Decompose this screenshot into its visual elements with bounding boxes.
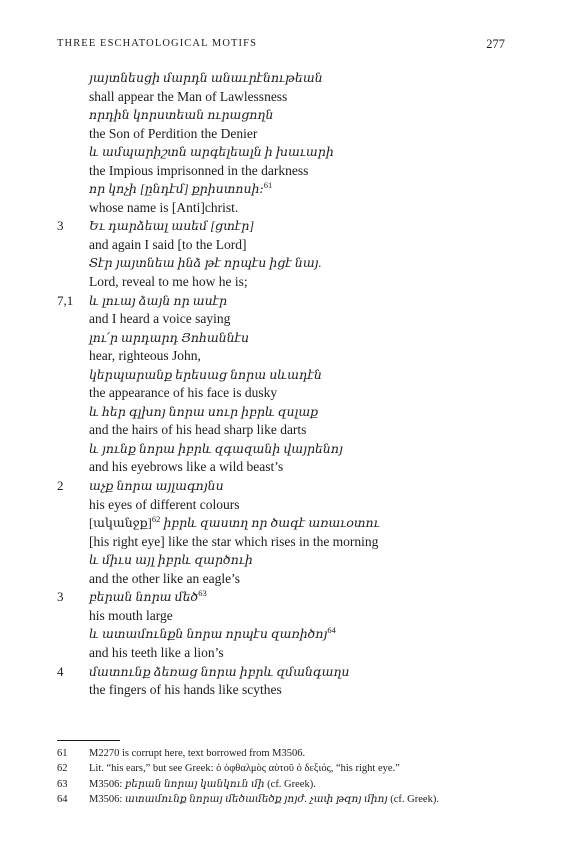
line-text bbox=[89, 570, 240, 589]
footnote-number: 61 bbox=[57, 748, 68, 759]
footnote-text bbox=[89, 777, 316, 792]
line-text bbox=[89, 384, 277, 403]
armenian-line bbox=[0, 551, 570, 570]
footnote-text bbox=[89, 746, 305, 761]
line-main-text: և յունք նորա իբրև զգազանի վայրենոյ bbox=[89, 441, 343, 456]
line-text bbox=[89, 681, 282, 700]
line-main-text: Lord, reveal to me how he is; bbox=[89, 274, 248, 290]
translation-line bbox=[0, 496, 570, 515]
line-text bbox=[89, 106, 273, 125]
line-text bbox=[89, 236, 246, 255]
line-text bbox=[89, 663, 349, 682]
line-text bbox=[89, 125, 257, 144]
footnote bbox=[0, 761, 570, 776]
line-text bbox=[89, 514, 380, 533]
line-main-text: his eyes of different colours bbox=[89, 496, 240, 512]
verse-number: 3 bbox=[57, 589, 64, 605]
text-block bbox=[0, 69, 570, 700]
line-text bbox=[89, 217, 254, 236]
line-main-text: և միւս այլ իբրև զարծուի bbox=[89, 553, 253, 568]
translation-line bbox=[0, 199, 570, 218]
line-text bbox=[89, 421, 306, 440]
armenian-line bbox=[0, 514, 570, 533]
line-text bbox=[89, 69, 323, 88]
line-main-text: and the other like an eagle’s bbox=[89, 570, 241, 586]
footnote-armenian-text: բերան նորայ կանկուն մի bbox=[124, 778, 265, 790]
armenian-line bbox=[0, 366, 570, 385]
footnote-text bbox=[89, 792, 439, 807]
line-main-text: [his right eye] like the star which rises in the morning bbox=[89, 533, 379, 549]
line-main-text: որ կոչի [ընդէմ] քրիստոսի։ bbox=[89, 182, 264, 197]
line-text bbox=[89, 551, 253, 570]
armenian-line bbox=[0, 69, 570, 88]
translation-line bbox=[0, 533, 570, 552]
translation-line bbox=[0, 570, 570, 589]
footnote-text-part: (cf. Greek). bbox=[264, 778, 316, 790]
line-main-text: մատունք ձեռաց նորա իբրև զմանգաղս bbox=[89, 664, 350, 679]
line-main-text: որդին կորստեան ուրացողն bbox=[89, 108, 274, 123]
line-text bbox=[89, 625, 336, 644]
line-text bbox=[89, 273, 248, 292]
translation-line bbox=[0, 681, 570, 700]
translation-line bbox=[0, 125, 570, 144]
line-text bbox=[89, 329, 249, 348]
verse-number: 2 bbox=[57, 478, 64, 494]
line-text bbox=[89, 477, 224, 496]
armenian-line bbox=[0, 143, 570, 162]
line-main-text: կերպարանք երեսաց նորա սևադէն bbox=[89, 367, 322, 382]
footnote-text-part: M3506: bbox=[89, 778, 125, 790]
footnote-text-part: Lit. “his ears,” but see Greek: ὁ ὀφθαλμὸς αὐτοῦ ὁ δεξιός, “his right eye.” bbox=[89, 763, 400, 775]
armenian-line bbox=[0, 217, 570, 236]
line-main-text: [ականջք] bbox=[89, 516, 152, 531]
footnote-ref[interactable]: 63 bbox=[198, 588, 207, 599]
line-text bbox=[89, 403, 318, 422]
line-main-text: hear, righteous John, bbox=[89, 348, 201, 364]
line-main-text: whose name is [Anti]christ. bbox=[89, 199, 239, 215]
line-text bbox=[89, 310, 230, 329]
line-main-text: the Impious imprisonned in the darkness bbox=[89, 162, 309, 178]
running-head: THREE ESCHATOLOGICAL MOTIFS bbox=[57, 38, 258, 49]
line-main-text: and his teeth like a lion’s bbox=[89, 644, 224, 660]
translation-line bbox=[0, 421, 570, 440]
translation-line bbox=[0, 607, 570, 626]
armenian-line bbox=[0, 329, 570, 348]
line-main-text: Տէր յայտնեա ինձ թէ որպէս իցէ նայ. bbox=[89, 256, 322, 271]
footnote-number: 62 bbox=[57, 763, 68, 775]
verse-number: 7,1 bbox=[57, 292, 74, 308]
line-main-text: աչք նորա այլագոյնս bbox=[89, 479, 224, 494]
line-main-text: և լուայ ձայն որ ասէր bbox=[89, 293, 228, 308]
armenian-line bbox=[0, 440, 570, 459]
line-text bbox=[89, 254, 322, 273]
footnote-text-part: M3506: bbox=[89, 794, 125, 806]
line-text bbox=[89, 199, 238, 218]
line-text bbox=[89, 88, 287, 107]
line-text bbox=[89, 496, 239, 515]
line-text bbox=[89, 366, 322, 385]
armenian-line bbox=[0, 625, 570, 644]
footnote bbox=[0, 746, 570, 761]
armenian-line bbox=[0, 477, 570, 496]
armenian-line bbox=[0, 663, 570, 682]
footnote-text bbox=[89, 761, 400, 776]
line-main-text: and his eyebrows like a wild beast’s bbox=[89, 459, 284, 475]
footnote bbox=[0, 792, 570, 807]
line-text bbox=[89, 162, 308, 181]
line-main-text: և հեր գլխոյ նորա սուր իբրև զսլաք bbox=[89, 404, 319, 419]
armenian-line bbox=[0, 254, 570, 273]
footnote-armenian-text: ատամունք նորայ մեծամեծք յոյժ. չափ թզոյ միոյ bbox=[124, 794, 388, 806]
line-main-text: shall appear the Man of Lawlessness bbox=[89, 88, 288, 104]
line-text bbox=[89, 458, 283, 477]
footnote bbox=[0, 777, 570, 792]
line-main-text: բերան նորա մեծ bbox=[89, 590, 199, 605]
translation-line bbox=[0, 644, 570, 663]
translation-line bbox=[0, 458, 570, 477]
translation-line bbox=[0, 310, 570, 329]
footnote-ref[interactable]: 61 bbox=[263, 180, 273, 191]
line-main-text: the fingers of his hands like scythes bbox=[89, 682, 282, 698]
footnote-text-part: M2270 is corrupt here, text borrowed from M3506. bbox=[89, 748, 306, 759]
line-main-text: և ամպարիշտն արգելեալն ի խաւարի bbox=[89, 145, 334, 160]
armenian-line bbox=[0, 180, 570, 199]
armenian-line bbox=[0, 106, 570, 125]
line-text bbox=[89, 588, 207, 607]
translation-line bbox=[0, 347, 570, 366]
translation-line bbox=[0, 236, 570, 255]
line-main-text: the Son of Perdition the Denier bbox=[89, 125, 258, 141]
translation-line bbox=[0, 273, 570, 292]
line-main-text: his mouth large bbox=[89, 607, 173, 623]
verse-number: 4 bbox=[57, 663, 64, 679]
page-number: 277 bbox=[486, 37, 505, 51]
translation-line bbox=[0, 88, 570, 107]
footnote-ref[interactable]: 64 bbox=[327, 625, 336, 636]
line-text bbox=[89, 644, 224, 663]
footnote-number: 63 bbox=[57, 778, 68, 790]
footnotes bbox=[0, 746, 570, 808]
line-text bbox=[89, 533, 378, 552]
line-main-text: յայտնեսցի մարդն անաւրէնութեան bbox=[89, 71, 323, 85]
translation-line bbox=[0, 384, 570, 403]
line-main-text: the appearance of his face is dusky bbox=[89, 385, 278, 401]
line-text bbox=[89, 180, 272, 199]
line-text bbox=[89, 440, 343, 459]
footnote-ref[interactable]: 62 bbox=[151, 514, 161, 525]
footnote-rule bbox=[57, 740, 120, 741]
armenian-line bbox=[0, 292, 570, 311]
armenian-line bbox=[0, 403, 570, 422]
footnote-text-part: (cf. Greek). bbox=[387, 794, 439, 806]
line-main-text: և ատամունքն նորա որպէս զառիծոյ bbox=[89, 627, 328, 642]
line-main-text: and again I said [to the Lord] bbox=[89, 236, 247, 252]
footnote-number: 64 bbox=[57, 794, 68, 806]
line-main-text: լու՛ր արդարդ Յոհաննէս bbox=[89, 330, 250, 345]
line-continuation: իբրև զաստղ որ ծագէ առաւօտու bbox=[160, 516, 380, 531]
line-main-text: and I heard a voice saying bbox=[89, 311, 231, 327]
line-main-text: and the hairs of his head sharp like darts bbox=[89, 422, 307, 438]
line-main-text: Եւ դարձեալ ասեմ [ցտէր] bbox=[89, 219, 255, 234]
armenian-line bbox=[0, 588, 570, 607]
line-text bbox=[89, 292, 227, 311]
translation-line bbox=[0, 162, 570, 181]
line-text bbox=[89, 607, 173, 626]
verse-number: 3 bbox=[57, 218, 64, 234]
line-text bbox=[89, 143, 334, 162]
line-text bbox=[89, 347, 201, 366]
